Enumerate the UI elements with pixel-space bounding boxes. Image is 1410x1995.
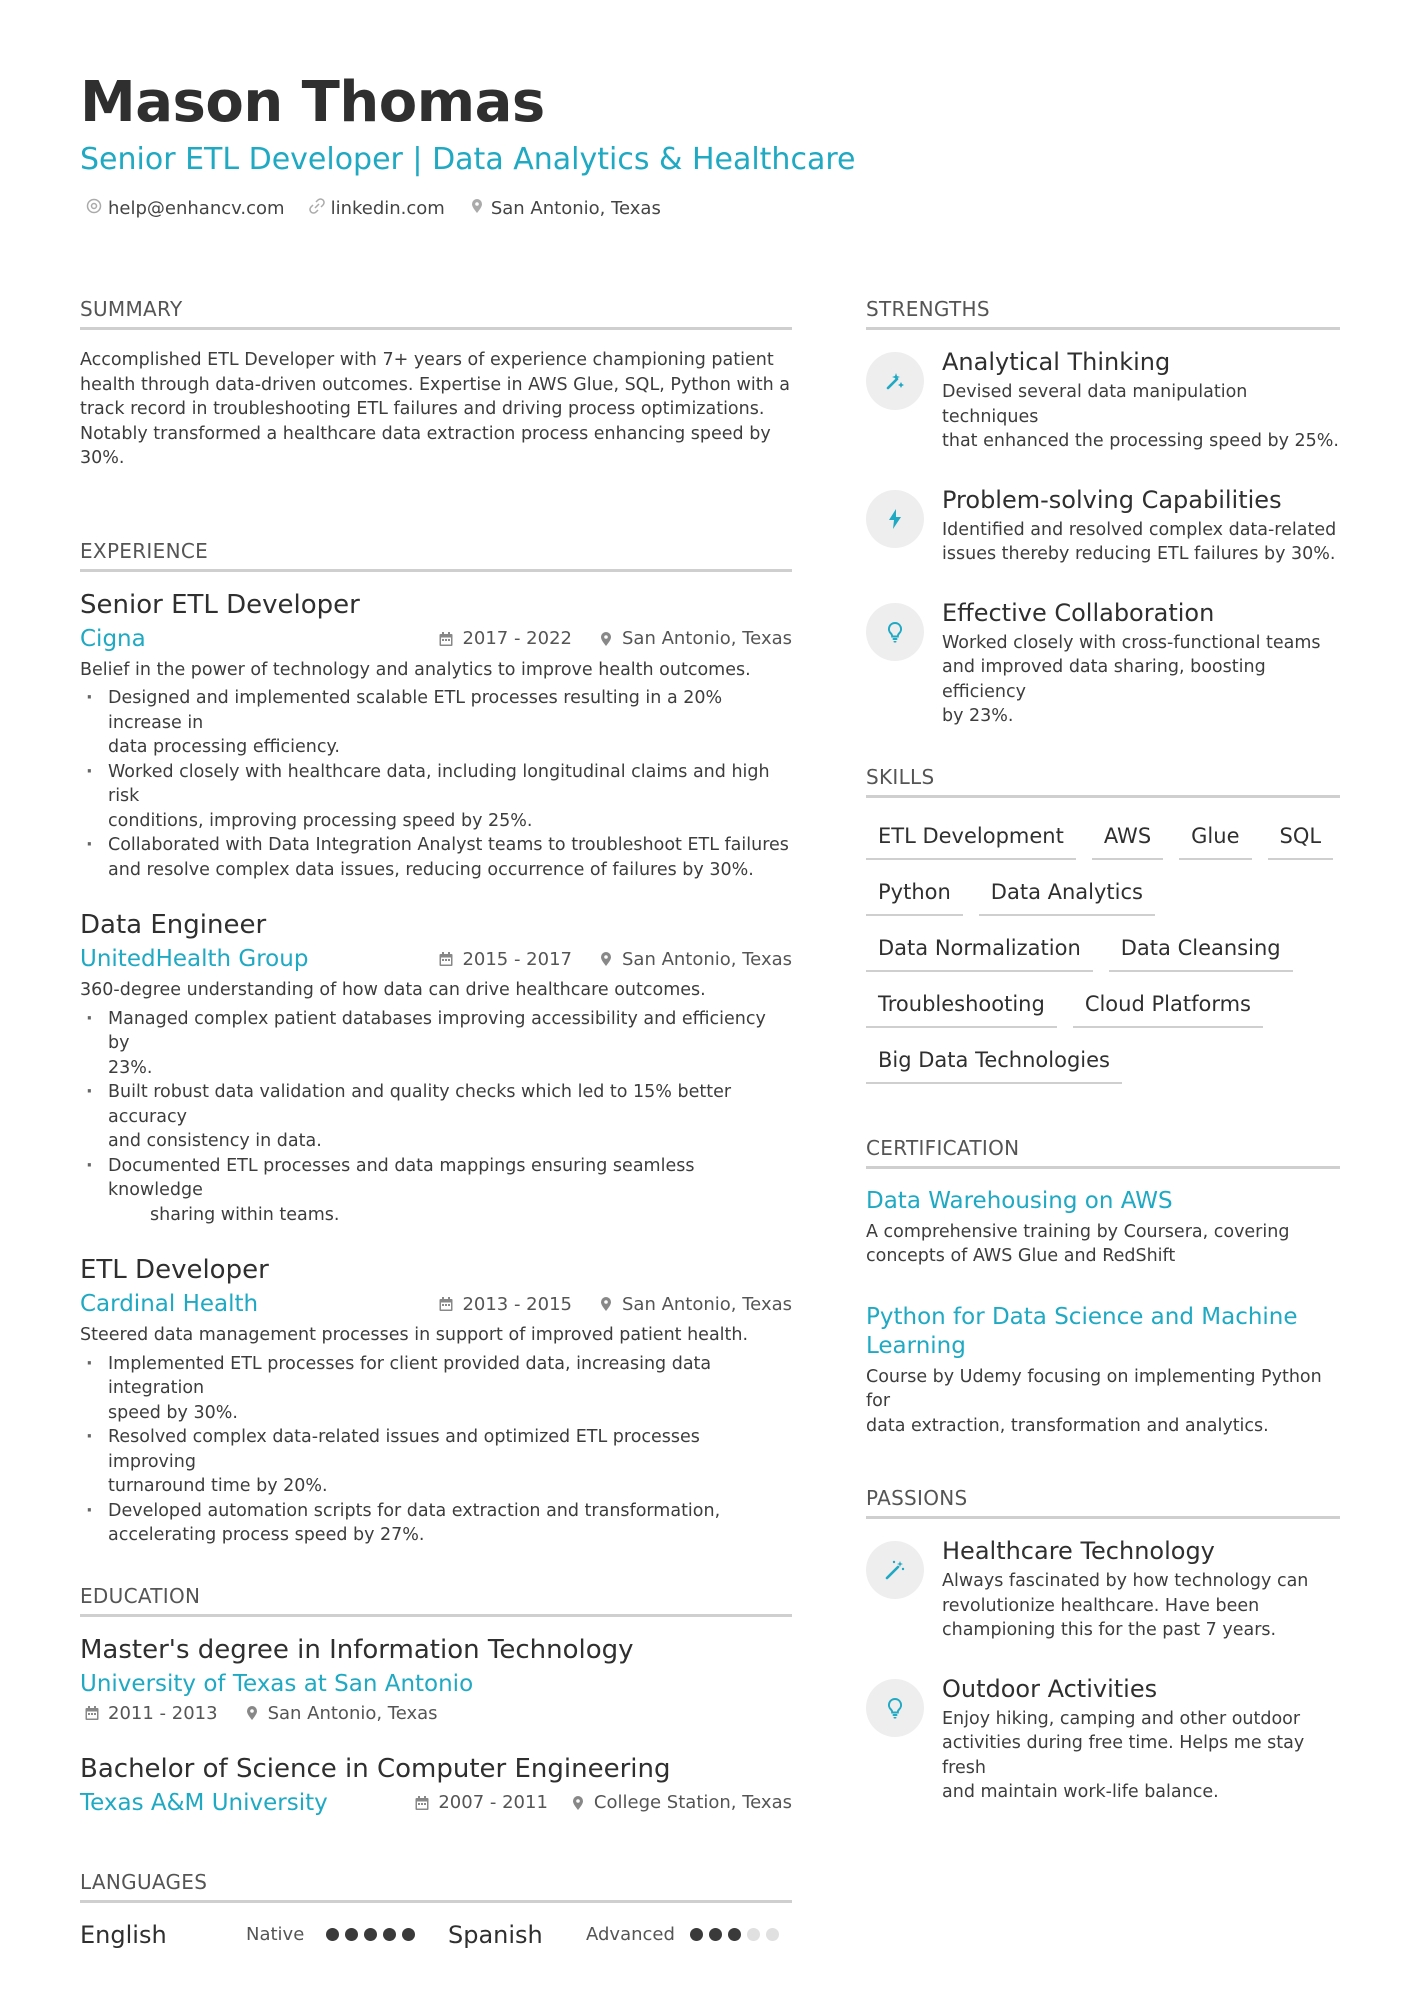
education-item [80,1754,792,1816]
job-bullets [80,1352,792,1548]
job-location [598,628,792,649]
job-row [80,626,792,652]
calendar-icon [414,1795,430,1811]
passion-body [942,1675,1340,1805]
bullet-line: conditions, improving processing speed by 25%. [108,810,533,831]
passion-description [942,1707,1340,1805]
job-dates [438,949,572,970]
description-line: A comprehensive training by Coursera, covering [866,1221,1290,1242]
languages-row [80,1921,792,1949]
education-section [80,1584,792,1816]
passions-heading: PASSIONS [866,1486,1340,1519]
degree-title: Bachelor of Science in Computer Engineering [80,1753,671,1784]
job-bullets [80,1007,792,1228]
rating-dot [345,1928,358,1941]
job-meta [438,1294,792,1315]
magic-wand-icon [866,1541,924,1599]
summary-line: track record in troubleshooting ETL failures and driving process optimizations. [80,399,765,419]
language-name: Spanish [448,1920,543,1949]
skill-tag: ETL Development [866,816,1076,860]
lightbulb-icon [866,603,924,661]
calendar-icon [438,1296,454,1312]
bullet-line: · Managed complex patient databases improving accessibility and efficiency by [108,1008,766,1053]
education-location [570,1792,792,1813]
skills-heading: SKILLS [866,765,1340,798]
bullet-item [80,1425,792,1499]
job-location [598,1294,792,1315]
job-description: Belief in the power of technology and analytics to improve health outcomes. [80,659,751,680]
location-text: San Antonio, Texas [622,628,792,649]
description-line: that enhanced the processing speed by 25%. [942,431,1339,451]
strengths-heading: STRENGTHS [866,297,1340,330]
job-description: 360-degree understanding of how data can drive healthcare outcomes. [80,980,706,1000]
bullet-line: sharing within teams. [150,1204,340,1225]
job-meta [438,949,792,970]
location-pin-icon [469,198,485,219]
location-pin-icon [598,951,614,967]
language-item [80,1921,424,1949]
rating-dot [364,1928,377,1941]
location-pin-icon [244,1705,260,1721]
strengths-section [866,297,1340,729]
skill-tag: SQL [1268,816,1334,860]
language-level: Advanced [586,1924,675,1945]
languages-heading: LANGUAGES [80,1870,792,1903]
link-icon [309,198,325,219]
bullet-item [80,1499,792,1548]
description-line: Enjoy hiking, camping and other outdoor [942,1708,1301,1729]
language-name: English [80,1920,167,1949]
job-meta [438,628,792,649]
job-dates [438,628,572,649]
rating-dot [326,1928,339,1941]
strength-description [942,518,1336,567]
location-text: San Antonio, Texas [267,1702,438,1724]
job-row [80,1291,792,1317]
location-text: College Station, Texas [593,1792,792,1813]
skill-tag: Glue [1179,816,1251,860]
experience-section [80,539,792,1548]
skill-tag: AWS [1092,816,1163,860]
bullet-line: · Developed automation scripts for data extraction and transformation, [108,1500,721,1521]
passions-list [866,1537,1340,1805]
skill-tag: Data Analytics [979,872,1155,916]
title-line: Data Warehousing on AWS [866,1187,1173,1214]
strength-description [942,380,1340,454]
rating-dot [709,1928,722,1941]
dates-text: 2017 - 2022 [462,628,572,649]
bullet-item [80,833,792,882]
job-row [80,946,792,972]
summary-text [80,348,792,471]
bullet-line: · Designed and implemented scalable ETL processes resulting in a 20% increase in [108,688,723,733]
passion-item [866,1675,1340,1805]
bolt-icon [866,490,924,548]
education-dates [84,1703,218,1724]
bullet-line: 23%. [108,1057,153,1078]
education-item [80,1635,792,1724]
description-line: Worked closely with cross-functional teams [942,632,1321,653]
at-icon [86,198,102,219]
bullet-item [80,760,792,834]
rating-dot [402,1928,415,1941]
strength-body [942,486,1336,567]
language-item [448,1921,792,1949]
bullet-item [80,1007,792,1081]
degree-title: Master's degree in Information Technology [80,1634,634,1665]
passion-description [942,1569,1308,1643]
bullet-line: · Implemented ETL processes for client provided data, increasing data integration [108,1353,712,1398]
education-meta [80,1703,792,1724]
description-line: and improved data sharing, boosting efficiency [942,657,1266,702]
certification-section [866,1136,1340,1439]
strength-item [866,348,1340,454]
description-line: data extraction, transformation and analytics. [866,1415,1269,1436]
certification-heading: CERTIFICATION [866,1136,1340,1169]
bullet-item [80,1352,792,1426]
strength-item [866,486,1340,567]
summary-section [80,297,792,471]
job-description: Steered data management processes in support of improved patient health. [80,1325,749,1345]
rating-dot [690,1928,703,1941]
summary-line: health through data-driven outcomes. Expertise in AWS Glue, SQL, Python with a [80,374,790,395]
right-column [866,297,1340,1837]
location-pin-icon [570,1795,586,1811]
strength-body [942,348,1340,454]
certification-description [866,1220,1340,1269]
left-column [80,297,792,1949]
lightbulb-icon [866,1679,924,1737]
description-line: championing this for the past 7 years. [942,1620,1277,1640]
rating-dot [383,1928,396,1941]
school-name: University of Texas at San Antonio [80,1670,474,1697]
certification-item [866,1303,1340,1439]
bullet-item [80,686,792,760]
description-line: activities during free time. Helps me stay fresh [942,1733,1305,1778]
passion-title: Outdoor Activities [942,1674,1158,1703]
contact-bar [86,198,661,219]
contact-location [469,198,661,219]
summary-heading: SUMMARY [80,297,792,330]
calendar-icon [84,1705,100,1721]
experience-list [80,590,792,1548]
job-title: ETL Developer [80,1255,269,1285]
skills-list [866,816,1340,1084]
bullet-line: turnaround time by 20%. [108,1476,328,1496]
description-line: and maintain work-life balance. [942,1782,1219,1802]
language-rating [326,1928,415,1941]
education-meta [414,1792,792,1813]
passion-title: Healthcare Technology [942,1537,1215,1565]
dates-text: 2013 - 2015 [462,1293,572,1315]
certification-title [866,1187,1340,1216]
dates-text: 2015 - 2017 [462,948,572,970]
dates-text: 2011 - 2013 [108,1702,218,1724]
wand-icon [866,352,924,410]
title-line: Python for Data Science and Machine [866,1303,1298,1330]
job-entry [80,910,792,1227]
job-title: Senior ETL Developer [80,589,360,620]
languages-section [80,1870,792,1949]
bullet-line: · Worked closely with healthcare data, including longitudinal claims and high risk [108,761,770,806]
email-text: help@enhancv.com [108,198,285,219]
contact-linkedin[interactable] [309,198,445,219]
experience-heading: EXPERIENCE [80,539,792,572]
description-line: Identified and resolved complex data-related [942,519,1337,540]
location-text: San Antonio, Texas [490,198,661,219]
bullet-item [80,1154,792,1228]
school-name: Texas A&M University [80,1789,328,1816]
education-heading: EDUCATION [80,1584,792,1617]
description-line: Always fascinated by how technology can [942,1571,1309,1591]
location-pin-icon [598,1296,614,1312]
job-title: Data Engineer [80,910,267,940]
location-text: San Antonio, Texas [622,948,792,970]
bullet-line: speed by 30%. [108,1402,238,1423]
linkedin-text: linkedin.com [330,198,445,219]
certification-description [866,1365,1340,1439]
description-line: Devised several data manipulation techniques [942,382,1248,427]
certification-title [866,1303,1340,1361]
skill-tag: Cloud Platforms [1073,984,1263,1028]
certification-item [866,1187,1340,1269]
bullet-line: accelerating process speed by 27%. [108,1525,425,1545]
description-line: by 23%. [942,706,1014,726]
strength-title: Problem-solving Capabilities [942,485,1282,514]
job-location [598,949,792,970]
summary-line: Accomplished ETL Developer with 7+ years of experience championing patient [80,350,774,370]
strength-body [942,599,1340,729]
job-bullets [80,686,792,882]
calendar-icon [438,951,454,967]
calendar-icon [438,631,454,647]
strength-title: Analytical Thinking [942,348,1171,376]
bullet-line: · Resolved complex data-related issues and optimized ETL processes improving [108,1427,700,1472]
job-entry [80,590,792,883]
strengths-list [866,348,1340,729]
bullet-line: and resolve complex data issues, reducing occurrence of failures by 30%. [108,859,754,880]
summary-line: Notably transformed a healthcare data extraction process enhancing speed by 30%. [80,423,771,468]
skill-tag: Big Data Technologies [866,1040,1122,1084]
skill-tag: Data Cleansing [1109,928,1293,972]
education-location [244,1703,438,1724]
company-name: Cardinal Health [80,1291,259,1317]
dates-text: 2007 - 2011 [438,1792,548,1813]
bullet-line: · Documented ETL processes and data mappings ensuring seamless knowledge [108,1155,695,1200]
bullet-line: · Collaborated with Data Integration Analyst teams to troubleshoot ETL failures [108,835,789,855]
skill-tag: Data Normalization [866,928,1093,972]
language-rating [690,1928,779,1941]
rating-dot [728,1928,741,1941]
candidate-name: Mason Thomas [80,70,545,135]
company-name: UnitedHealth Group [80,946,309,972]
bullet-line: · Built robust data validation and quality checks which led to 15% better accuracy [108,1082,732,1127]
passions-section [866,1486,1340,1805]
location-pin-icon [598,631,614,647]
title-line: Learning [866,1332,966,1359]
strength-title: Effective Collaboration [942,598,1215,627]
contact-email[interactable] [86,198,285,219]
skill-tag: Troubleshooting [866,984,1057,1028]
passion-item [866,1537,1340,1643]
description-line: Course by Udemy focusing on implementing Python for [866,1366,1322,1411]
bullet-item [80,1080,792,1154]
education-row [80,1790,792,1816]
description-line: concepts of AWS Glue and RedShift [866,1246,1176,1266]
strength-description [942,631,1340,729]
description-line: issues thereby reducing ETL failures by 30%. [942,544,1336,564]
skills-section [866,765,1340,1084]
passion-body [942,1537,1308,1643]
rating-dot [747,1928,760,1941]
education-dates [414,1792,548,1813]
candidate-title: Senior ETL Developer | Data Analytics & Healthcare [80,142,856,177]
bullet-line: data processing efficiency. [108,737,340,757]
company-name: Cigna [80,625,146,652]
certification-list [866,1187,1340,1439]
job-dates [438,1294,572,1315]
location-text: San Antonio, Texas [622,1293,792,1315]
job-entry [80,1255,792,1548]
skill-tag: Python [866,872,963,916]
bullet-line: and consistency in data. [108,1131,322,1151]
strength-item [866,599,1340,729]
language-level: Native [246,1924,305,1945]
rating-dot [766,1928,779,1941]
description-line: revolutionize healthcare. Have been [942,1595,1260,1616]
